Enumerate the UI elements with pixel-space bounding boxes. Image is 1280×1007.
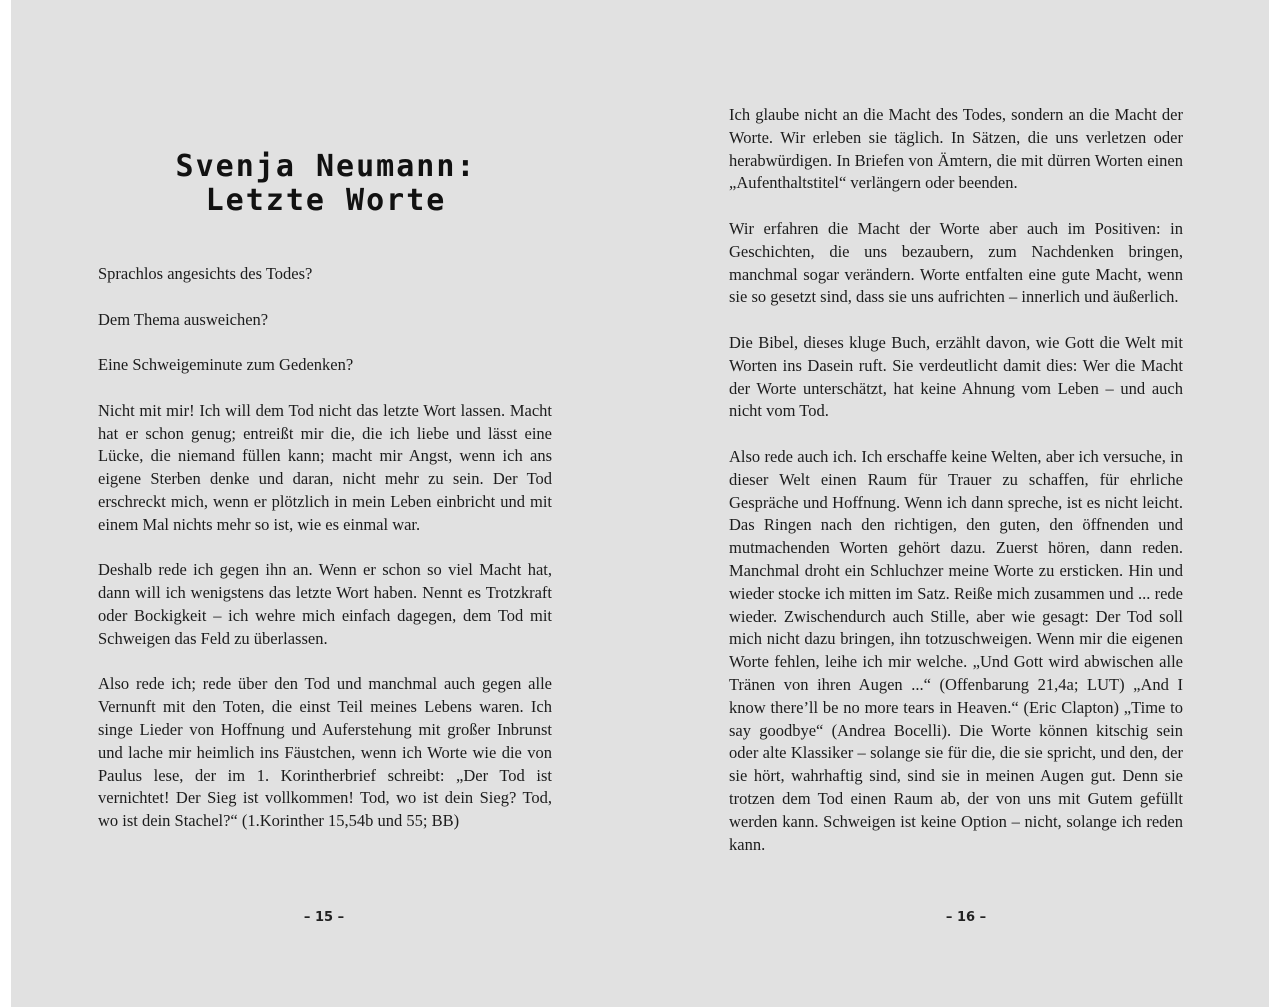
chapter-title: [161, 150, 491, 218]
chapter-title-author: Svenja Neumann:: [175, 149, 477, 184]
paragraph: Nicht mit mir! Ich will dem Tod nicht das letzte Wort lassen. Macht hat er schon genug; entreißt mir die, die ich liebe und lässt eine Lücke, die niemand füllen kann; macht mir Angst, wenn ich ans eigene Sterben denke und daran, nicht mehr zu sein. Der Tod erschreckt mich, wenn er plötzlich in mein Leben einbricht und mit einem Mal nichts mehr so ist, wie es einmal war.: [98, 400, 552, 534]
page-number: – 15 –: [303, 910, 345, 925]
paragraph: Dem Thema ausweichen?: [98, 309, 269, 329]
left-page-body: [98, 263, 552, 833]
paragraph: Sprachlos angesichts des Todes?: [98, 264, 313, 283]
page-number: – 16 –: [945, 910, 987, 925]
paragraph: Ich glaube nicht an die Macht des Todes, sondern an die Macht der Worte. Wir erleben sie täglich. In Sätzen, die uns verletzen oder herabwürdigen. In Briefen von Ämtern, die mit dürren Worten einen „Aufenthaltstitel“ verlängern oder beenden.: [729, 105, 1183, 193]
paragraph: Also rede ich; rede über den Tod und manchmal auch gegen alle Vernunft mit den Toten, die einst Teil meines Lebens waren. Ich singe Lieder von Hoffnung und Auferstehung mit großer Inbrunst und lache mir heimlich ins Fäustchen, wenn ich Worte wie die von Paulus lese, der im 1. Korintherbrief schreibt: „Der Tod ist vernichtet! Der Sieg ist vollkommen! Tod, wo ist dein Sieg? Tod, wo ist dein Stachel?“ (1.Korinther 15,54b und 55; BB): [98, 674, 552, 831]
paragraph: Deshalb rede ich gegen ihn an. Wenn er schon so viel Macht hat, dann will ich wenigstens das letzte Wort haben. Nennt es Trotzkraft oder Bockigkeit – ich wehre mich einfach dagegen, dem Tod mit Schweigen das Feld zu überlassen.: [98, 560, 552, 648]
book-spread: [11, 0, 1269, 1007]
chapter-title-subtitle: Letzte Worte: [205, 183, 447, 218]
paragraph: Eine Schweigeminute zum Gedenken?: [98, 355, 354, 375]
right-page-body: [729, 104, 1183, 856]
paragraph: Also rede auch ich. Ich erschaffe keine Welten, aber ich versuche, in dieser Welt einen Raum für Trauer zu schaffen, für ehrliche Gespräche und Hoffnung. Wenn ich dann spreche, ist es nicht leicht. Das Ringen nach den richtigen, den guten, den öffnenden und mutmachenden Worten gehört dazu. Zuerst hören, dann reden. Manchmal droht ein Schluchzer meine Worte zu ersticken. Hin und wieder stocke ich mitten im Satz. Reiße mich zusammen und ... rede wieder. Zwischendurch auch Stille, aber wie gesagt: Der Tod soll mich nicht dazu bringen, ihn totzuschweigen. Wenn mir die eigenen Worte fehlen, leihe ich mir welche. „Und Gott wird abwischen alle Tränen von ihren Augen ...“ (Offenbarung 21,4a; LUT) „And I know there’ll be no more tears in Heaven.“ (Eric Clapton) „Time to say goodbye“ (Andrea Bocelli). Die Worte können kitschig sein oder alte Klassiker – solange sie für die, die sie spricht, und den, der sie hört, wahrhaftig sind, sind sie in meinen Augen gut. Denn sie trotzen dem Tod einen Raum ab, der von uns mit Gutem gefüllt werden kann. Schweigen ist keine Option – nicht, solange ich reden kann.: [729, 446, 1183, 854]
paragraph: Die Bibel, dieses kluge Buch, erzählt davon, wie Gott die Welt mit Worten ins Dasein ruft. Sie verdeutlicht damit dies: Wer die Macht der Worte unterschätzt, hat keine Ahnung vom Leben – und auch nicht vom Tod.: [729, 332, 1183, 421]
paragraph: Wir erfahren die Macht der Worte aber auch im Positiven: in Geschichten, die uns bezaubern, zum Nachdenken bringen, manchmal sogar verändern. Worte entfalten eine gute Macht, wenn sie so gesetzt sind, dass sie uns aufrichten – innerlich und äußerlich.: [729, 218, 1183, 307]
left-page: [11, 0, 640, 1007]
right-page: [640, 0, 1269, 1007]
